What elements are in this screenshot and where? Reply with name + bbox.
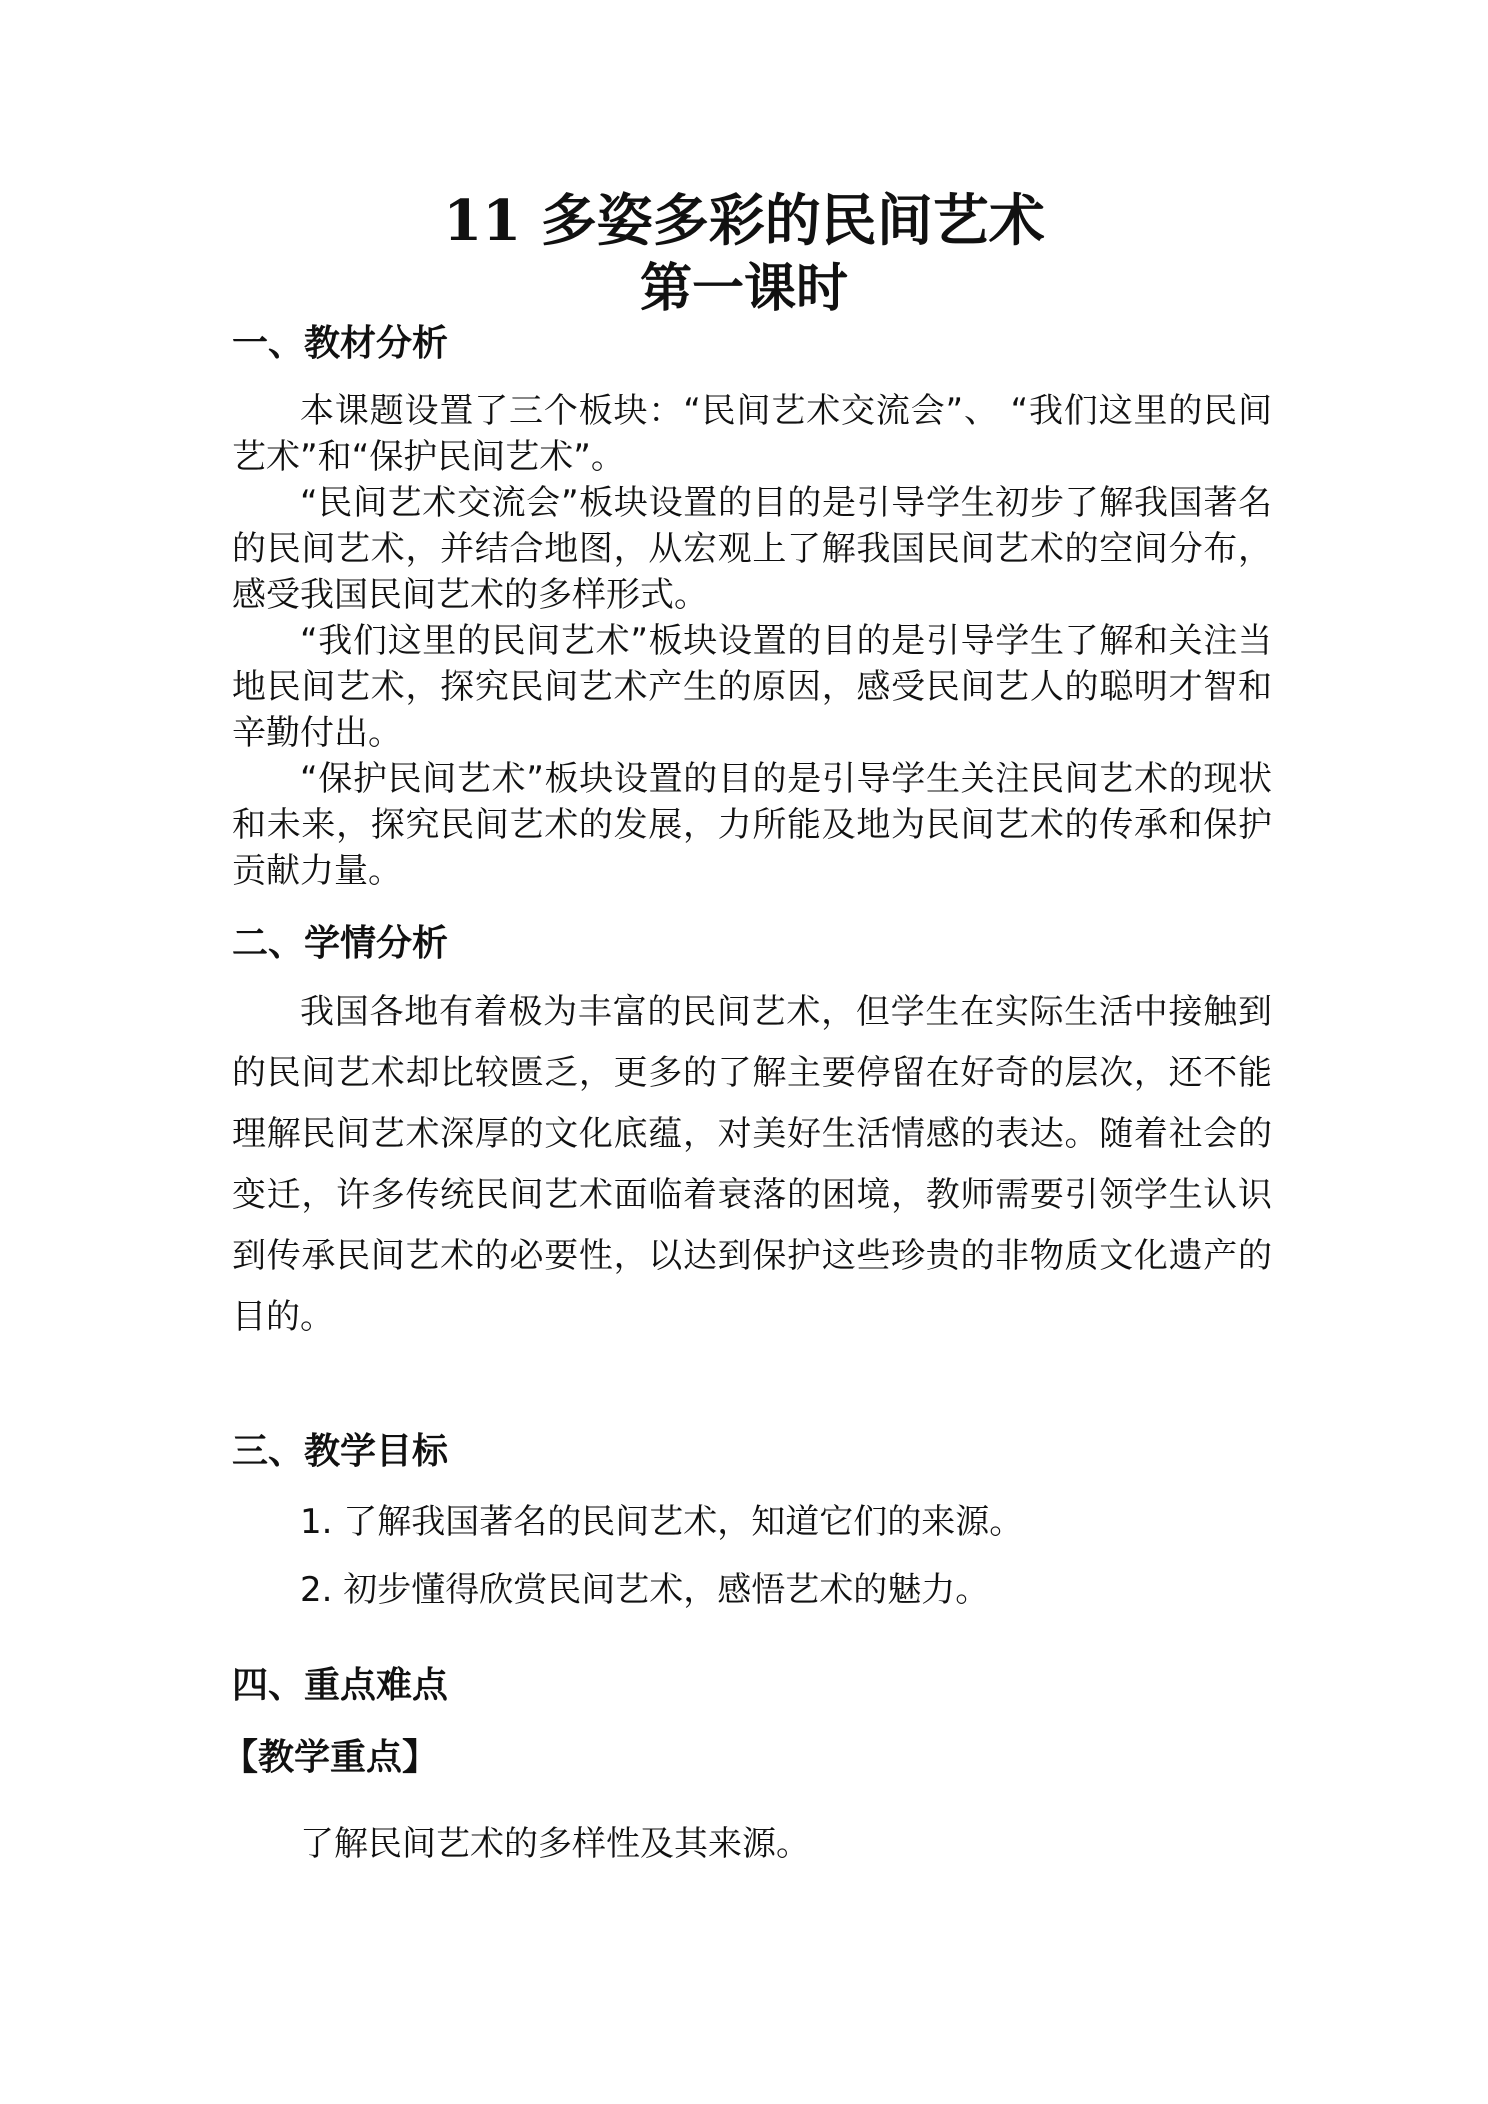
document-subtitle: 第一课时	[639, 258, 848, 319]
section-heading-learner-analysis: 二、学情分析	[232, 923, 449, 964]
document-title: 11 多姿多彩的民间艺术	[443, 188, 1045, 254]
section-heading-key-difficulties: 四、重点难点	[232, 1665, 449, 1706]
paragraph: “保护民间艺术”板块设置的目的是引导学生关注民间艺术的现状和未来，探究民间艺术的发展，力所能及地为民间艺术的传承和保护贡献力量。	[232, 759, 1272, 891]
section-heading-teaching-objectives: 三、教学目标	[232, 1431, 449, 1472]
subheading-teaching-focus: 【教学重点】	[222, 1737, 439, 1778]
paragraph: 本课题设置了三个板块：“民间艺术交流会”、 “我们这里的民间艺术”和“保护民间艺术”。	[232, 391, 1272, 477]
objective-item: 2. 初步懂得欣赏民间艺术，感悟艺术的魅力。	[300, 1570, 990, 1610]
paragraph: “我们这里的民间艺术”板块设置的目的是引导学生了解和关注当地民间艺术，探究民间艺术产生的原因，感受民间艺人的聪明才智和辛勤付出。	[232, 621, 1272, 753]
paragraph: “民间艺术交流会”板块设置的目的是引导学生初步了解我国著名的民间艺术，并结合地图，从宏观上了解我国民间艺术的空间分布，感受我国民间艺术的多样形式。	[232, 483, 1272, 615]
objective-item: 1. 了解我国著名的民间艺术，知道它们的来源。	[300, 1502, 1024, 1542]
paragraph: 我国各地有着极为丰富的民间艺术，但学生在实际生活中接触到的民间艺术却比较匮乏，更多的了解主要停留在好奇的层次，还不能理解民间艺术深厚的文化底蕴，对美好生活情感的表达。随着社会的变迁，许多传统民间艺术面临着衰落的困境，教师需要引领学生认识到传承民间艺术的必要性，以达到保护这些珍贵的非物质文化遗产的目的。	[232, 992, 1272, 1337]
focus-item: 了解民间艺术的多样性及其来源。	[300, 1824, 810, 1864]
section-heading-textbook-analysis: 一、教材分析	[232, 323, 449, 364]
